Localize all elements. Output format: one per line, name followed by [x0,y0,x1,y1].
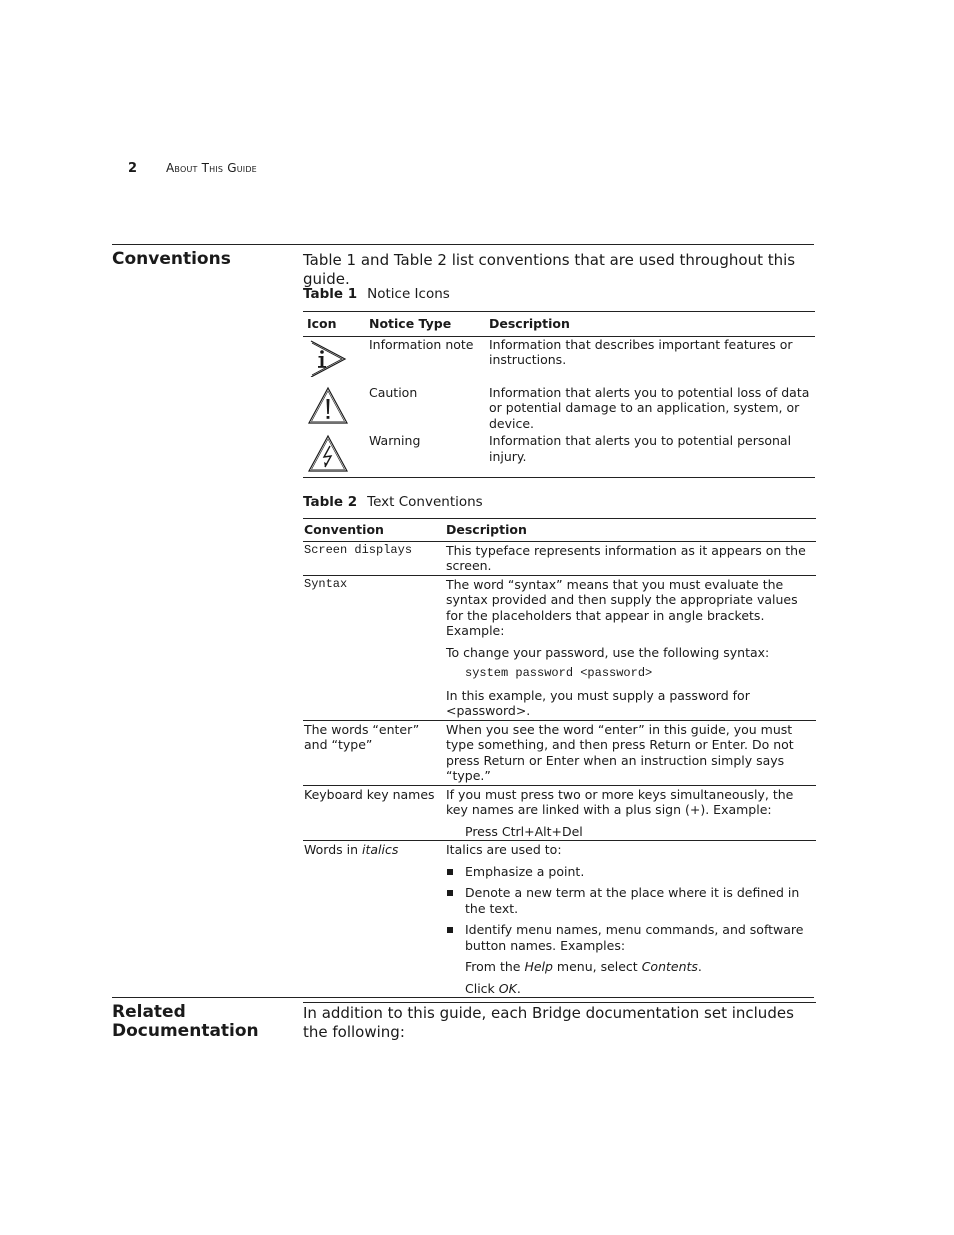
italic-example: From the Help menu, select Contents. [465,959,702,974]
code-example: system password <password> [465,666,653,680]
table1-header-description: Description [487,312,815,337]
table2-label: Table 2 [303,494,358,510]
table-row [303,785,816,841]
notice-description: Information that describes important features or instructions. [489,336,793,367]
table-row [303,385,815,434]
conventions-intro: Table 1 and Table 2 list conventions that are used throughout this guide. [303,251,796,288]
convention-cell: Words in italics [303,841,444,1003]
table2-header-convention: Convention [303,519,444,542]
caution-icon [307,385,349,425]
running-title: About This Guide [166,161,257,175]
warning-icon [307,433,349,473]
list-item: Identify menu names, menu commands, and software button names. Examples: [446,922,814,953]
table2-caption [303,494,483,510]
description-cell [444,841,816,1003]
table2-title: Text Conventions [367,494,483,510]
table1-header-type: Notice Type [367,312,487,337]
section-rule [112,244,814,245]
table1-label: Table 1 [303,286,358,302]
notice-icons-table [303,311,815,478]
description-cell: This typeface represents information as it appears on the screen. [446,542,806,573]
convention-cell: Screen displays [304,542,413,557]
paragraph: To change your password, use the following syntax: [446,644,770,660]
related-heading: Related Documentation [112,1002,259,1041]
key-example: Press Ctrl+Alt+Del [465,823,583,839]
table1-title: Notice Icons [367,286,450,302]
paragraph: The word “syntax” means that you must evaluate the syntax provided and then supply the appropriate values for the placeholders that appear in angle brackets. Example: [446,576,798,638]
description-cell [444,785,816,841]
notice-type: Warning [369,433,421,448]
information-icon [307,337,349,377]
notice-description: Information that alerts you to potential loss of data or potential damage to an application, system, or device. [489,384,810,431]
description-cell [444,575,816,720]
table-row [303,720,816,785]
table-row [303,541,816,575]
list-item: Emphasize a point. [446,864,814,880]
table1-caption [303,286,450,302]
convention-cell: The words “enter” and “type” [303,720,444,785]
list-item: Denote a new term at the place where it is defined in the text. [446,885,814,916]
page-header [128,161,257,176]
italic-example: Click OK. [465,980,521,996]
convention-cell: Keyboard key names [303,785,444,841]
table2-header-description: Description [444,519,816,542]
text-conventions-table [303,518,816,1003]
table-row [303,841,816,1003]
paragraph: Italics are used to: [446,842,562,857]
page-number: 2 [128,161,138,176]
paragraph: If you must press two or more keys simultaneously, the key names are linked with a plus sign (+). Example: [446,786,794,817]
table-row [303,433,815,478]
table-row [303,336,815,385]
table-row [303,575,816,720]
notice-type: Information note [369,336,474,352]
notice-description: Information that alerts you to potential personal injury. [489,433,792,464]
related-intro: In addition to this guide, each Bridge documentation set includes the following: [303,1004,794,1041]
description-cell: When you see the word “enter” in this guide, you must type something, and then press Return or Enter. Do not press Return or Enter when an instruction simply says “type.” [444,720,816,785]
table1-header-icon: Icon [303,312,367,337]
section-rule [112,997,814,998]
paragraph: In this example, you must supply a password for <password>. [446,687,750,718]
conventions-heading: Conventions [112,249,231,269]
convention-cell: Syntax [303,575,444,720]
notice-type: Caution [369,384,418,400]
